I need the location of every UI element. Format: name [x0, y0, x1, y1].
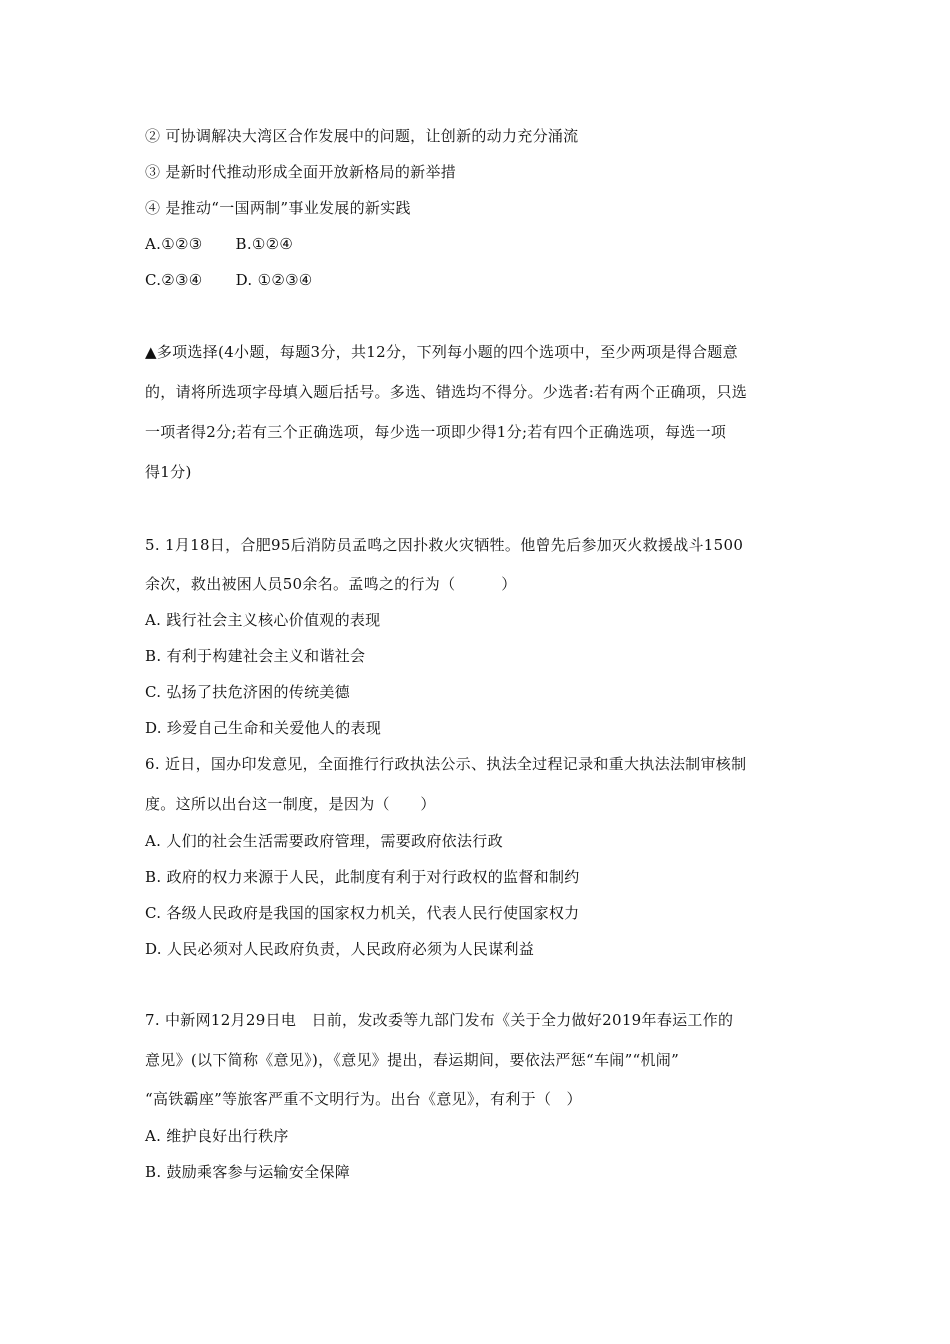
- q7-option-a: A. 维护良好出行秩序: [145, 1127, 289, 1145]
- statement-3: ③ 是新时代推动形成全面开放新格局的新举措: [145, 163, 457, 181]
- q6-option-d: D. 人民必须对人民政府负责，人民政府必须为人民谋利益: [145, 940, 535, 958]
- section-header-line-3: 一项者得2分;若有三个正确选项，每少选一项即少得1分;若有四个正确选项，每选一项: [145, 423, 727, 441]
- q6-option-c: C. 各级人民政府是我国的国家权力机关，代表人民行使国家权力: [145, 904, 580, 922]
- q7-stem-line-1: 7. 中新网12月29日电 日前，发改委等九部门发布《关于全力做好2019年春运工作的: [145, 1011, 734, 1029]
- statement-2: ② 可协调解决大湾区合作发展中的问题，让创新的动力充分涌流: [145, 127, 579, 145]
- q5-option-a: A. 践行社会主义核心价值观的表现: [145, 611, 381, 629]
- section-header-line-4: 得1分): [145, 463, 192, 481]
- q7-stem-line-3: “高铁霸座”等旅客严重不文明行为。出台《意见》，有利于（ ）: [145, 1090, 582, 1108]
- section-header-line-1: ▲多项选择(4小题，每题3分，共12分，下列每小题的四个选项中，至少两项是得合题意: [145, 343, 738, 361]
- q6-option-b: B. 政府的权力来源于人民，此制度有利于对行政权的监督和制约: [145, 868, 580, 886]
- options-row-2: [145, 270, 313, 290]
- q6-option-a: A. 人们的社会生活需要政府管理，需要政府依法行政: [145, 832, 503, 850]
- options-row-1: [145, 234, 293, 254]
- q5-option-d: D. 珍爱自己生命和关爱他人的表现: [145, 719, 382, 737]
- option-b: B.①②④: [235, 235, 294, 253]
- q5-option-b: B. 有利于构建社会主义和谐社会: [145, 647, 366, 665]
- section-header-line-2: 的，请将所选项字母填入题后括号。多选、错选均不得分。少选者:若有两个正确项，只选: [145, 383, 748, 401]
- q5-option-c: C. 弘扬了扶危济困的传统美德: [145, 683, 350, 701]
- option-a: A.①②③: [145, 235, 203, 253]
- q5-stem-line-2: 余次，救出被困人员50余名。孟鸣之的行为（ ）: [145, 575, 517, 593]
- q6-stem-line-2: 度。这所以出台这一制度，是因为（ ）: [145, 795, 436, 813]
- statement-4: ④ 是推动“一国两制”事业发展的新实践: [145, 199, 411, 217]
- q7-option-b: B. 鼓励乘客参与运输安全保障: [145, 1163, 351, 1181]
- option-c: C.②③④: [145, 271, 203, 289]
- q7-stem-line-2: 意见》(以下简称《意见》)，《意见》提出，春运期间，要依法严惩“车闹”“机闹”: [145, 1051, 680, 1069]
- q6-stem-line-1: 6. 近日，国办印发意见，全面推行行政执法公示、执法全过程记录和重大执法法制审核制: [145, 755, 747, 773]
- q5-stem-line-1: 5. 1月18日，合肥95后消防员孟鸣之因扑救火灾牺牲。他曾先后参加灭火救援战斗1500: [145, 536, 744, 554]
- option-d: D. ①②③④: [235, 271, 313, 289]
